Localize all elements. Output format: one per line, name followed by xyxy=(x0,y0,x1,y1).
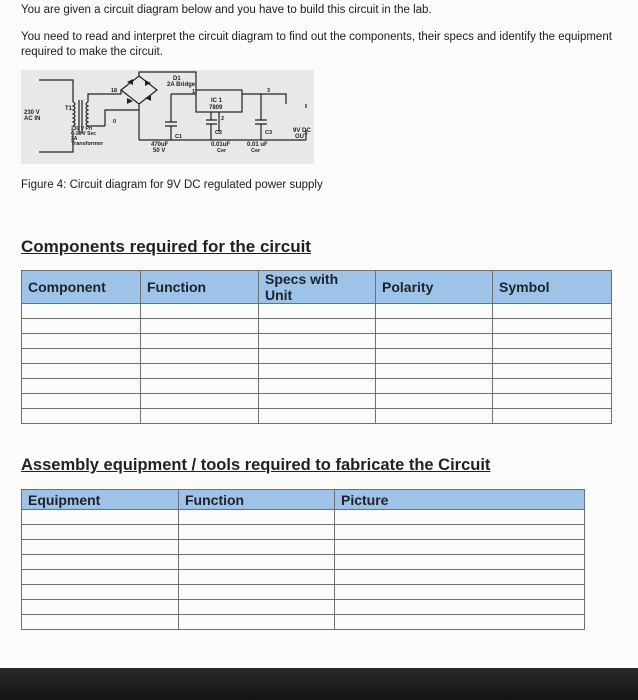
components-heading: Components required for the circuit xyxy=(21,237,311,256)
table-cell[interactable] xyxy=(22,555,179,570)
label-pin-3: 3 xyxy=(267,88,271,94)
equipment-table xyxy=(21,489,585,630)
table-cell[interactable] xyxy=(22,540,179,555)
label-c3: C3 xyxy=(265,130,273,136)
circuit-diagram xyxy=(21,70,314,164)
table-cell[interactable] xyxy=(22,334,141,349)
table-cell[interactable] xyxy=(259,304,376,319)
label-ic: IC 1 xyxy=(211,98,223,104)
bridge-diodes xyxy=(127,79,151,104)
table-cell[interactable] xyxy=(22,349,141,364)
label-c1-v: 50 V xyxy=(153,148,166,154)
table-cell[interactable] xyxy=(22,319,141,334)
components-header-row xyxy=(22,271,612,304)
col-header-picture: Picture xyxy=(335,490,585,510)
table-cell[interactable] xyxy=(335,615,585,630)
label-ac-in: AC IN xyxy=(24,116,41,122)
table-row xyxy=(22,525,585,540)
table-cell[interactable] xyxy=(22,585,179,600)
col-header-function: Function xyxy=(141,271,259,304)
equipment-header-row xyxy=(22,490,585,510)
table-cell[interactable] xyxy=(141,364,259,379)
table-row xyxy=(22,510,585,525)
table-cell[interactable] xyxy=(376,334,493,349)
label-d1: D1 xyxy=(173,76,181,82)
col-header-equip-function: Function xyxy=(179,490,335,510)
table-cell[interactable] xyxy=(179,570,335,585)
col-header-equipment: Equipment xyxy=(22,490,179,510)
table-cell[interactable] xyxy=(179,555,335,570)
table-cell[interactable] xyxy=(493,334,612,349)
table-cell[interactable] xyxy=(22,525,179,540)
table-row xyxy=(22,394,612,409)
table-cell[interactable] xyxy=(493,319,612,334)
table-cell[interactable] xyxy=(22,510,179,525)
table-cell[interactable] xyxy=(179,600,335,615)
table-cell[interactable] xyxy=(376,379,493,394)
table-cell[interactable] xyxy=(141,409,259,424)
components-table xyxy=(21,270,612,424)
table-cell[interactable] xyxy=(335,555,585,570)
table-row xyxy=(22,364,612,379)
table-cell[interactable] xyxy=(22,409,141,424)
label-ac-in-v: 230 V xyxy=(24,110,40,116)
table-row xyxy=(22,615,585,630)
table-cell[interactable] xyxy=(22,364,141,379)
table-cell[interactable] xyxy=(259,379,376,394)
table-cell[interactable] xyxy=(179,585,335,600)
table-cell[interactable] xyxy=(22,615,179,630)
table-cell[interactable] xyxy=(493,394,612,409)
table-cell[interactable] xyxy=(259,349,376,364)
table-cell[interactable] xyxy=(141,304,259,319)
table-cell[interactable] xyxy=(141,394,259,409)
table-cell[interactable] xyxy=(179,525,335,540)
bottom-dark-bar xyxy=(0,668,638,700)
table-cell[interactable] xyxy=(335,585,585,600)
table-cell[interactable] xyxy=(22,394,141,409)
table-cell[interactable] xyxy=(335,510,585,525)
intro-line-2: You need to read and interpret the circuit diagram to find out the components, their specs and identify the equipment required to make the circuit. xyxy=(21,31,612,58)
table-cell[interactable] xyxy=(493,349,612,364)
table-cell[interactable] xyxy=(493,379,612,394)
equipment-heading: Assembly equipment / tools required to fabricate the Circuit xyxy=(21,456,491,474)
label-xfmr-4: Transformer xyxy=(71,141,104,147)
label-bridge: 2A Bridge xyxy=(167,82,196,88)
table-row xyxy=(22,304,612,319)
label-t1: T1 xyxy=(65,106,73,112)
label-out-2: OUT xyxy=(295,134,308,140)
table-cell[interactable] xyxy=(259,364,376,379)
label-c3-type: Cer xyxy=(251,148,261,154)
table-cell[interactable] xyxy=(376,319,493,334)
table-row xyxy=(22,540,585,555)
label-pin-0: 0 xyxy=(113,119,117,125)
label-c2: C2 xyxy=(215,130,223,136)
figure-caption: Figure 4: Circuit diagram for 9V DC regulated power supply xyxy=(21,179,323,191)
table-row xyxy=(22,319,612,334)
label-c1-val: 470uF xyxy=(151,142,169,148)
table-cell[interactable] xyxy=(335,540,585,555)
label-c2-val: 0.01uF xyxy=(211,142,231,148)
table-cell[interactable] xyxy=(141,319,259,334)
label-xfmr-3: 2A xyxy=(71,136,78,142)
col-header-specs: Specs with Unit xyxy=(259,271,376,304)
table-cell[interactable] xyxy=(376,349,493,364)
table-cell[interactable] xyxy=(22,600,179,615)
label-pin-1: 1 xyxy=(192,89,196,95)
table-cell[interactable] xyxy=(22,379,141,394)
table-row xyxy=(22,349,612,364)
table-cell[interactable] xyxy=(259,394,376,409)
table-cell[interactable] xyxy=(141,334,259,349)
table-cell[interactable] xyxy=(335,600,585,615)
table-cell[interactable] xyxy=(179,540,335,555)
table-row xyxy=(22,585,585,600)
table-cell[interactable] xyxy=(259,409,376,424)
label-c1: C1 xyxy=(175,134,183,140)
label-c3-val: 0.01 uF xyxy=(247,142,268,148)
table-row xyxy=(22,409,612,424)
table-row xyxy=(22,334,612,349)
table-cell[interactable] xyxy=(493,409,612,424)
col-header-polarity: Polarity xyxy=(376,271,493,304)
label-pin-2: 2 xyxy=(221,116,225,122)
table-cell[interactable] xyxy=(376,394,493,409)
table-row xyxy=(22,555,585,570)
table-cell[interactable] xyxy=(22,570,179,585)
table-cell[interactable] xyxy=(22,304,141,319)
table-cell[interactable] xyxy=(141,379,259,394)
table-cell[interactable] xyxy=(335,525,585,540)
table-cell[interactable] xyxy=(376,364,493,379)
label-pin-18: 18 xyxy=(111,88,118,94)
table-cell[interactable] xyxy=(179,615,335,630)
table-cell[interactable] xyxy=(179,510,335,525)
label-xfmr-1: 230 V Pri xyxy=(71,126,93,132)
label-c2-type: Cer xyxy=(217,148,227,154)
table-cell[interactable] xyxy=(376,409,493,424)
table-row xyxy=(22,600,585,615)
table-cell[interactable] xyxy=(335,570,585,585)
label-xfmr-2: 0-18 V Sec xyxy=(71,131,97,137)
table-cell[interactable] xyxy=(259,319,376,334)
table-row xyxy=(22,570,585,585)
table-cell[interactable] xyxy=(259,334,376,349)
table-cell[interactable] xyxy=(493,304,612,319)
table-row xyxy=(22,379,612,394)
intro-line-1: You are given a circuit diagram below and you have to build this circuit in the lab. xyxy=(21,4,432,16)
table-cell[interactable] xyxy=(376,304,493,319)
label-out-1: 9V DC xyxy=(293,128,311,134)
table-cell[interactable] xyxy=(493,364,612,379)
col-header-symbol: Symbol xyxy=(493,271,612,304)
table-cell[interactable] xyxy=(141,349,259,364)
label-ic-part: 7809 xyxy=(209,105,223,111)
col-header-component: Component xyxy=(22,271,141,304)
